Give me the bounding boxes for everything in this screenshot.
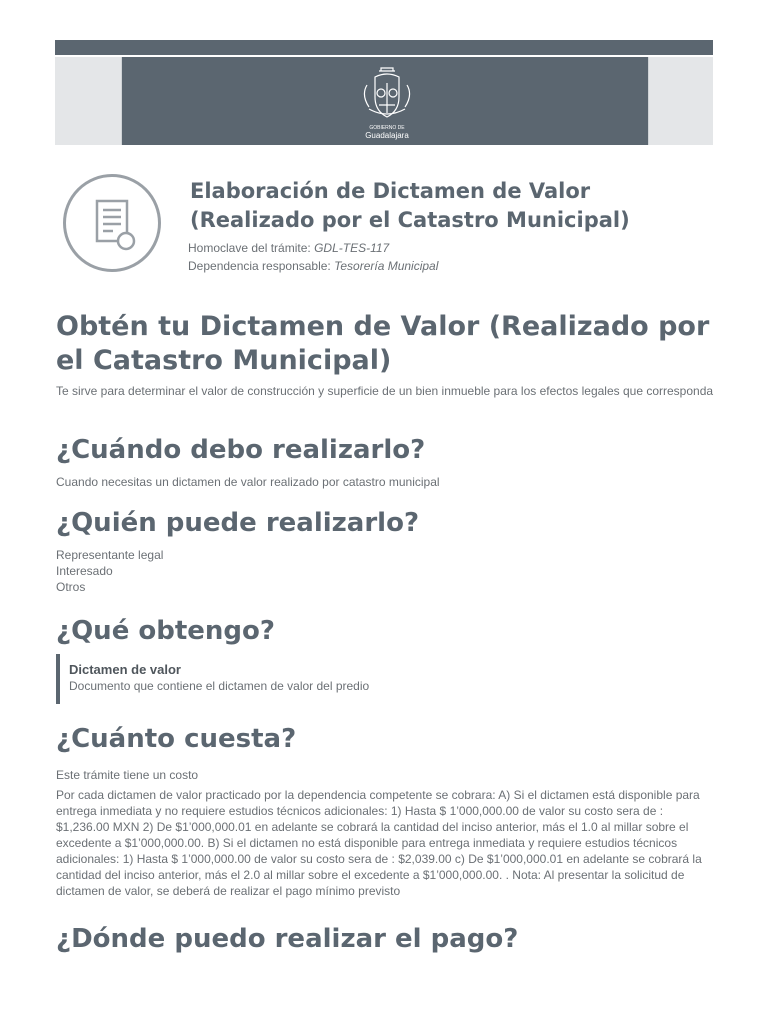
quien-heading: ¿Quién puede realizarlo? <box>56 508 420 538</box>
cost-details: Por cada dictamen de valor practicado por la dependencia competente se cobrara: A) Si el dictamen está disponible para entrega inmediata y no requiere estudios técnicos adicionales: 1) Hasta $ 1’000,000.00 de valor su costo sera de : $1,236.00 MXN 2) De $1’000,000.01 en adelante se cobrará la cantidad del inciso anterior, más el 1.0 al millar sobre el excedente a $1’000,000.00. B) Si el dictamen no está disponible para entrega inmediata y requiere estudios técnicos adicionales: 1) Hasta $ 1’000,000.00 de valor su costo sera de : $2,039.00 c) De $1’000,000.01 en adelante se cobrará la cantidad del inciso anterior, más el 2.0 al millar sobre el excedente a $1’000,000.00. . Nota: Al presentar la solicitud de dictamen de valor, se deberá de realizar el pago mínimo previsto <box>56 788 702 898</box>
cost-note: Este trámite tiene un costo <box>56 768 199 782</box>
procedure-title <box>190 177 710 235</box>
homoclave-value: GDL-TES-117 <box>314 241 390 255</box>
homoclave-label: Homoclave del trámite: <box>188 241 311 255</box>
header-banner <box>55 57 713 145</box>
top-bar <box>55 40 713 55</box>
intro-heading: Obtén tu Dictamen de Valor (Realizado por el Catastro Municipal) <box>56 311 710 376</box>
cuanto-heading: ¿Cuánto cuesta? <box>56 724 297 754</box>
dependencia-value: Tesorería Municipal <box>334 259 439 273</box>
guadalajara-logo[interactable] <box>357 65 417 143</box>
quien-item: Otros <box>56 580 86 594</box>
homoclave-row <box>188 241 389 255</box>
cuando-heading: ¿Cuándo debo realizarlo? <box>56 435 426 465</box>
que-heading: ¿Qué obtengo? <box>56 616 275 646</box>
result-description: Documento que contiene el dictamen de valor del predio <box>69 679 370 693</box>
dependencia-row <box>188 259 438 273</box>
cuando-text: Cuando necesitas un dictamen de valor realizado por catastro municipal <box>56 475 440 489</box>
quien-item: Interesado <box>56 564 113 578</box>
result-item <box>56 654 656 704</box>
procedure-title-line2: (Realizado por el Catastro Municipal) <box>190 208 630 232</box>
logo-small-text: GOBIERNO DE <box>369 125 405 131</box>
banner-center-panel <box>121 57 649 145</box>
procedure-title-line1: Elaboración de Dictamen de Valor <box>190 179 591 203</box>
document-icon <box>63 174 161 272</box>
logo-name: Guadalajara <box>365 131 409 140</box>
result-title: Dictamen de valor <box>69 662 181 677</box>
coat-of-arms-icon <box>357 65 417 127</box>
quien-item: Representante legal <box>56 548 164 562</box>
donde-heading: ¿Dónde puedo realizar el pago? <box>56 924 519 954</box>
intro-text: Te sirve para determinar el valor de construcción y superficie de un bien inmueble para los efectos legales que corresponda <box>56 384 714 398</box>
dependencia-label: Dependencia responsable: <box>188 259 331 273</box>
